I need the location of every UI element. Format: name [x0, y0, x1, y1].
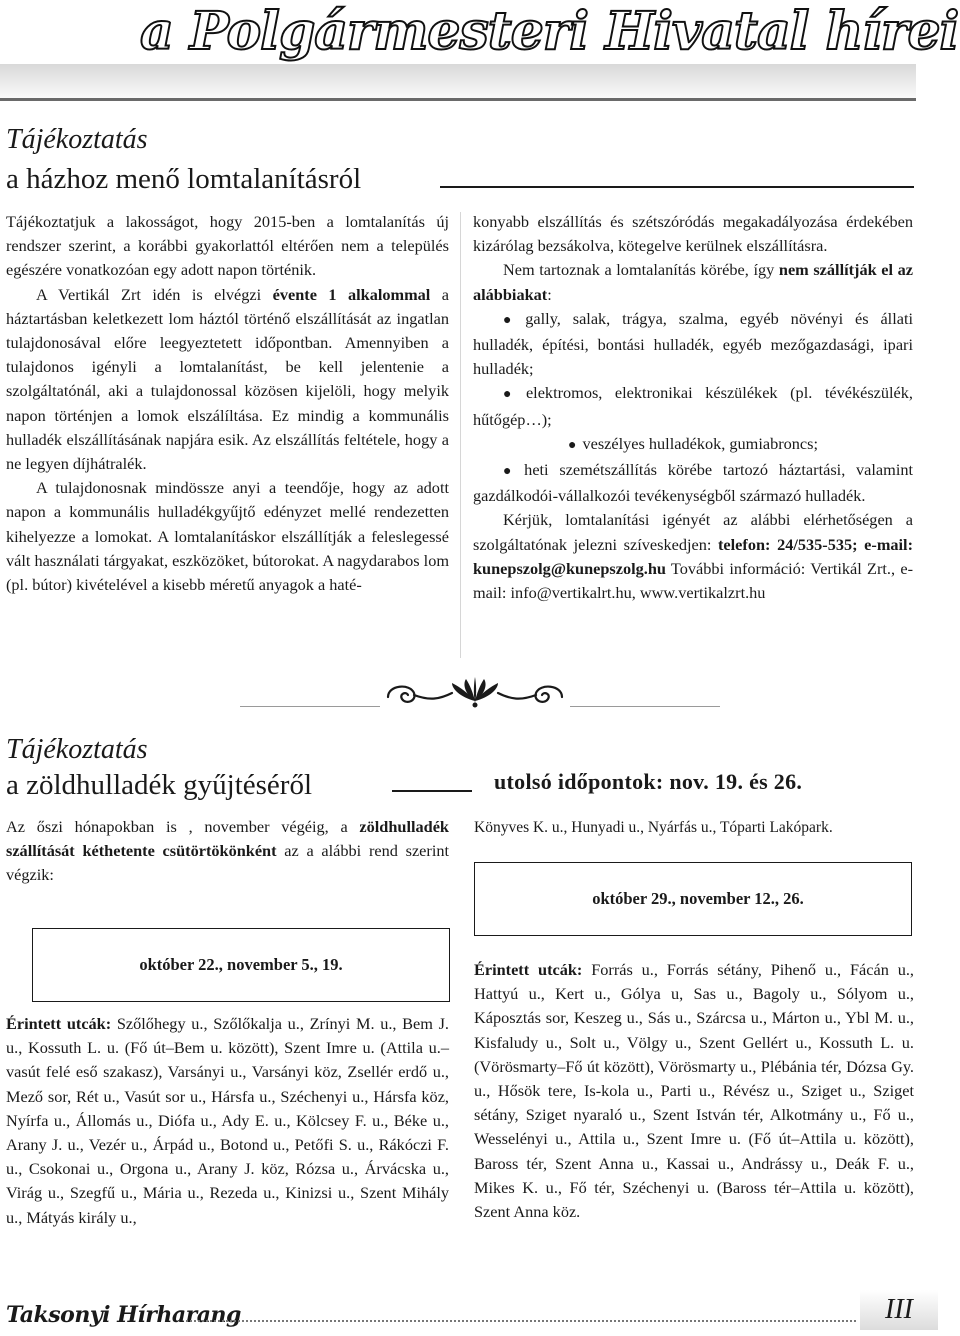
schedule-box-right	[474, 862, 912, 936]
schedule-dates-right: október 29., november 12., 26.	[592, 889, 804, 908]
newspaper-logo: Taksonyi Hírharang	[6, 1302, 241, 1328]
text-run: :	[547, 284, 552, 304]
top-street-list: Könyves K. u., Hunyadi u., Nyárfás u., Tóparti Lakópark.	[474, 819, 833, 836]
flourish-ornament-icon	[380, 675, 570, 711]
right-street-column	[474, 958, 914, 1224]
list-item	[473, 381, 913, 431]
bold-run: évente 1 alkalommal	[272, 284, 431, 304]
list-item-text: elektromos, elektronikai készülékek (pl. tévékészülék, hűtőgép…);	[473, 383, 913, 429]
last-collection-dates: utolsó időpontok: nov. 19. és 26.	[494, 769, 803, 794]
column-divider	[460, 212, 461, 658]
text-run: az a alábbi rend szerint végzik:	[6, 841, 450, 885]
article1-paragraph-2	[6, 283, 449, 477]
article2-intro-column	[6, 815, 449, 888]
article1-right-paragraph-1: konyabb elszállítás és szétszóródás megakadályozása érdekében kizárólag bezsákolva, kötegelve kerülnek elszállításra.	[473, 212, 913, 256]
text-run: A Vertikál Zrt idén is elvégzi	[36, 284, 273, 304]
article2-kicker: Tájékoztatás	[6, 734, 148, 765]
ornament-rule-left	[240, 706, 380, 707]
footer-dotted-rule	[186, 1320, 856, 1323]
masthead-rule	[0, 98, 916, 101]
article1-title-rule	[440, 186, 914, 188]
list-item	[473, 458, 913, 508]
text-run: Kérjük, lomtalanítási igényét az alábbi elérhetőségen a szolgáltatónak jelezni szíveskedjen:	[473, 510, 913, 554]
bullet-icon: ●	[503, 387, 520, 403]
article2-title-rule	[392, 790, 472, 792]
schedule-box-left	[32, 928, 450, 1002]
article1-right-column	[473, 210, 913, 605]
list-item	[473, 432, 913, 458]
bold-run: nem szállítják el az alábbiakat	[473, 260, 914, 304]
right-streets-text: Forrás u., Forrás sétány, Pihenő u., Fácán u., Hattyú u., Kert u., Gólya u, Sas u., Bagoly u., Sólyom u., Káposztás sor, Keszeg u., Sás u., Szárcsa u., Márton u., Ybl M. u., Kisfaludy u., Solt u., Völgy u., Szent Gellért u., Kossuth L. u. (Vörösmarty–Fő út között), Vörösmarty u., Plébánia tér, Dózsa Gy. u., Hősök tere, Is-kola u., Parti u., Révész u., Sziget u., Sziget sétány, Sziget nyaraló u., Szent István tér, Alkotmány u., Fő u., Wesselényi u., Attila u., Szent Imre u. (Fő út–Attila u. között), Baross tér, Szent Anna u., Kassai u., Andrássy u., Deák F. u., Mikes K. u., Fő tér, Széchenyi u. (Baross tér–Attila u. között), Szent Anna köz.	[474, 960, 914, 1222]
article2-title: a zöldhulladék gyűjtéséről	[6, 769, 313, 801]
text-run: További információ: Vertikál Zrt., e-mail: info@vertikalrt.hu, www.vertikalzrt.hu	[473, 558, 913, 603]
left-streets-paragraph	[6, 1012, 449, 1230]
text-run: Az őszi hónapokban is , november végéig, a	[6, 817, 360, 836]
masthead-title: a Polgármesteri Hivatal hírei	[140, 1, 959, 62]
article1-contact-paragraph	[473, 508, 913, 605]
excluded-items-list	[473, 307, 913, 509]
article1-left-column	[6, 210, 449, 597]
list-item-text: gally, salak, trágya, szalma, egyéb növényi és állati hulladék, építési, bontási hulladék, egyéb mezőgazdasági, ipari hulladék;	[473, 308, 913, 379]
article1-title: a házhoz menő lomtalanításról	[6, 163, 362, 195]
text-run: Nem tartoznak a lomtalanítás körébe, így	[503, 260, 779, 280]
ornament-rule-right	[570, 706, 720, 707]
bullet-icon: ●	[503, 464, 519, 480]
bullet-icon: ●	[567, 437, 577, 453]
article1-paragraph-3: A tulajdonosnak mindössze anyi a teendője, hogy az adott napon a kommunális hulladékgyűjtő edényzet mellé rendezetten kihelyezze a lomokat. A lomtalanításkor elszállítják a feleslegessé vált használati tárgyakat, eszközöket, bútorokat. A nagydarabos lom (pl. bútor) kivételével a kisebb méretű anyagok a haté-	[6, 478, 449, 595]
streets-label: Érintett utcák:	[6, 1014, 112, 1033]
list-item	[473, 307, 913, 382]
masthead-band	[0, 64, 916, 102]
left-street-column	[6, 1012, 449, 1230]
bold-run: zöldhulladék szállítását kéthetente csütörtökönként	[6, 817, 449, 861]
article2-intro	[6, 815, 449, 888]
bullet-icon: ●	[503, 312, 520, 328]
page-number: III	[860, 1290, 938, 1330]
list-item-text: veszélyes hulladékok, gumiabroncs;	[582, 433, 819, 453]
list-item-text: heti szemétszállítás körébe tartozó háztartási, valamint gazdálkodói-vállalkozói tevékenységből származó hulladék.	[473, 460, 914, 506]
streets-label: Érintett utcák:	[474, 960, 583, 979]
article1-right-paragraph-2	[473, 258, 913, 306]
schedule-dates-left: október 22., november 5., 19.	[139, 955, 343, 974]
right-streets-paragraph	[474, 958, 914, 1224]
article1-kicker: Tájékoztatás	[6, 124, 148, 155]
contact-details: telefon: 24/535-535; e-mail: kunepszolg@kunepszolg.hu	[473, 534, 914, 578]
article1-paragraph-1: Tájékoztatjuk a lakosságot, hogy 2015-ben a lomtalanítás új rendszer szerint, a korábbi gyakorlattól eltérően nem a település egészére vonatkozóan egy adott napon történik.	[6, 212, 449, 280]
left-streets-text: Szőlőhegy u., Szőlőkalja u., Zrínyi M. u., Bem J. u., Kossuth L. u. (Fő út–Bem u. között), Szent Imre u. (Attila u.–vasút felé eső szakasz), Varsányi u., Varsányi köz, Zsellér erdő u., Mező sor, Rét u., Vasút sor u., Hársfa u., Széchenyi u., Hársfa köz, Nyírfa u., Állomás u., Diófa u., Ady E. u., Kölcsey F. u., Béke u., Arany J. u., Vezér u., Árpád u., Botond u., Petőfi S. u., Rákóczi F. u., Csokonai u., Orgona u., Arany J. köz, Rózsa u., Árvácska u., Virág u., Szegfű u., Mária u., Rezeda u., Kinizsi u., Szent Mihály u., Mátyás király u.,	[6, 1014, 450, 1227]
text-run: a háztartásban keletkezett lom háztól történő elszállítását az ingatlan tulajdonosával előre leegyeztetett időpontban. Amennyiben a tulajdonos igényli a lomtalanítást, be kell jelentenie a szolgáltatónál, aki a tulajdonossal közösen kijelöli, hogy melyik napon történjen a lomok elszálíltása. Ez mindig a kommunális hulladék elszállításának napjára esik. Az elszállítás feltétele, hogy a ne legyen díjhátralék.	[6, 284, 449, 474]
